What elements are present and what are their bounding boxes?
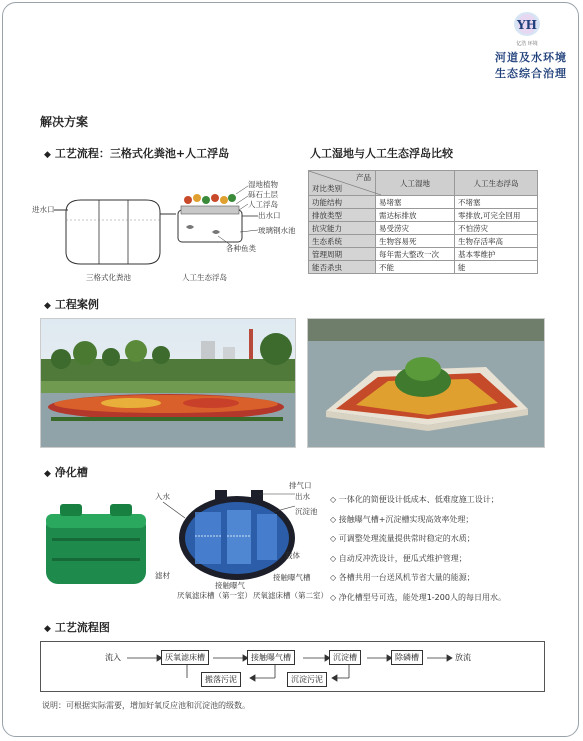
anaerobic-2-label: 厌氧滤床槽（第二室）: [253, 591, 328, 600]
list-item: ◇ 自动反冲洗设计，便瓜式维护管理；: [330, 553, 467, 563]
flow-chart: [40, 641, 545, 692]
sediment-label: 沉淀池: [295, 507, 318, 516]
comparison-title: 人工湿地与人工生态浮岛比较: [310, 147, 453, 160]
list-item: ◇ 净化槽型号可选，能处理1-200人的每日用水。: [330, 592, 506, 602]
page-heading: 解决方案: [40, 115, 89, 129]
flow-node-phosphorus: 除磷槽: [391, 650, 423, 665]
flow-end: 放流: [455, 653, 471, 662]
fiber-tank-label: 玻璃钢水池: [258, 226, 296, 235]
diamond-bullet-icon: ◆: [44, 150, 51, 160]
tank-cutaway-diagram: [155, 480, 328, 600]
flow-node-aeration: 接触曝气槽: [247, 650, 295, 665]
list-item: ◇ 接触曝气槽+沉淀槽实现高效率处理；: [330, 514, 474, 524]
diamond-bullet-icon: ◆: [44, 469, 51, 479]
brand-line-2: 生态综合治理: [495, 67, 567, 80]
diamond-bullet-icon: ◆: [44, 624, 51, 634]
logo-text: YH: [517, 18, 537, 32]
plants-label: 湿地植物: [248, 180, 278, 189]
anaerobic-1-label: 厌氧滤床槽（第一室）: [177, 591, 252, 600]
table-row: 功能结构 易堵塞 不堵塞: [309, 196, 538, 209]
flow-node-anaerobic: 厌氧滤床槽: [161, 650, 209, 665]
island-caption: 人工生态浮岛: [182, 273, 227, 282]
flow-start: 流入: [105, 653, 121, 662]
column-header-island: 人工生态浮岛: [455, 171, 538, 196]
tank-feature-list: [330, 490, 570, 607]
tank-outlet-label: 出水: [295, 492, 310, 501]
comparison-table: [308, 170, 538, 274]
table-row: 抗灾能力 易受涝灾 不怕涝灾: [309, 222, 538, 235]
list-item: ◇ 可调整处理流量提供常时稳定的水质；: [330, 534, 475, 543]
column-header-wetland: 人工湿地: [376, 171, 455, 196]
footnote: 说明：可根据实际需要，增加好氧反应池和沉淀池的级数。: [42, 701, 250, 710]
list-item: ◇ 各槽共用一台送风机节省大量的能源；: [330, 573, 475, 582]
diamond-bullet-icon: ◆: [44, 301, 51, 311]
septic-tank-caption: 三格式化粪池: [86, 273, 131, 282]
tank-section-title: ◆ 净化槽: [44, 466, 88, 479]
table-row: 排放类型 需达标排放 零排放,可完全回用: [309, 209, 538, 222]
table-row: 能否杀虫 不能 能: [309, 261, 538, 274]
flow-return-2: 沉淀污泥: [287, 672, 327, 687]
brand-slogan: [455, 50, 567, 82]
outlet-label: 出水口: [258, 211, 281, 220]
inlet-label: 进水口: [32, 205, 55, 214]
table-row: 生态系统 生物容易死 生物存活率高: [309, 235, 538, 248]
flow-section-title: ◆ 工艺流程图: [44, 621, 110, 634]
brand-line-1: 河道及水环境: [495, 51, 567, 64]
tank-product-image: [42, 498, 150, 588]
case-photo-lake: [307, 318, 545, 448]
flow-node-sediment: 沉淀槽: [329, 650, 361, 665]
fish-label: 各种鱼类: [226, 244, 256, 253]
aeration-label: 接触曝气: [215, 581, 245, 590]
company-logo: [506, 10, 548, 40]
cases-section-title: ◆ 工程案例: [44, 298, 99, 311]
aeration-tank-label: 接触曝气槽: [273, 573, 311, 582]
carrier-label: 载体: [285, 551, 300, 560]
table-row: 管理周期 每年需大整改一次 基本零维护: [309, 248, 538, 261]
process-section-title: ◆ 工艺流程：三格式化粪池+人工浮岛: [44, 147, 230, 160]
gravel-label: 砾石土层: [248, 190, 278, 199]
filter-label: 滤材: [155, 571, 170, 580]
case-photo-park: [40, 318, 296, 448]
island-label: 人工浮岛: [248, 200, 278, 209]
process-diagram: [32, 172, 306, 287]
table-corner-header: 产品 对比类别: [309, 171, 376, 196]
tank-inlet-label: 入水: [155, 492, 170, 501]
flow-return-1: 搬落污泥: [201, 672, 241, 687]
tank-vent-label: 排气口: [289, 481, 312, 490]
logo-subtext: 亿浩 环境: [516, 41, 538, 47]
list-item: ◇ 一体化的简便设计低成本、低难度施工设计；: [330, 495, 499, 504]
